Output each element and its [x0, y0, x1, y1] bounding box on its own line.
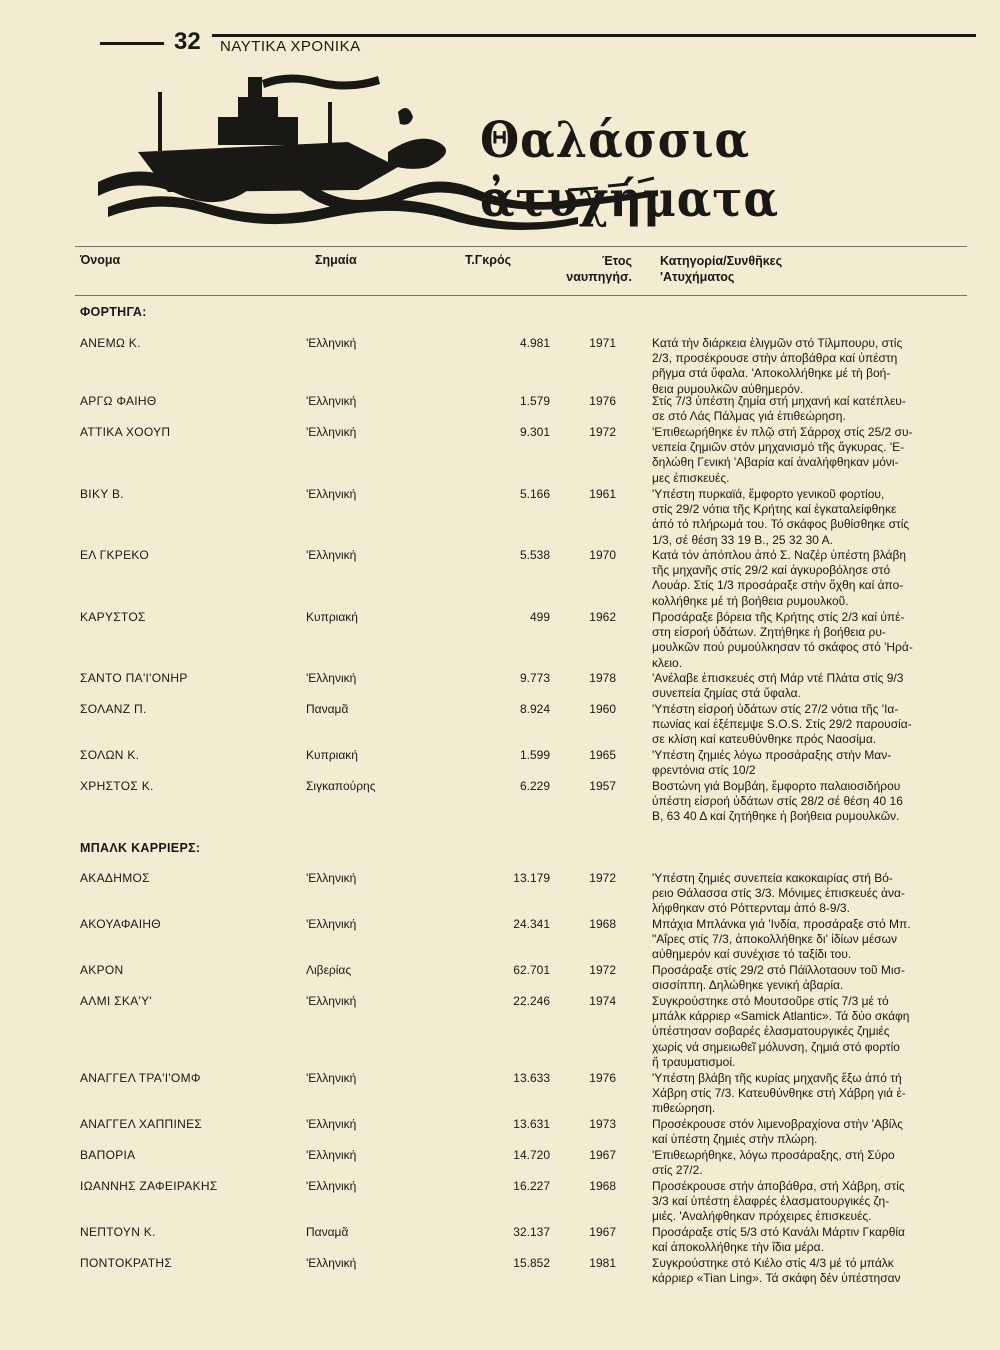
vessel-build-year: 1962: [589, 610, 616, 624]
vessel-name: ΑΚΑΔΗΜΟΣ: [80, 871, 150, 885]
vessel-flag: Κυπριακή: [306, 610, 358, 624]
vessel-name: ΣΑΝΤΟ ΠΑ'Ι'ΟΝΗΡ: [80, 671, 188, 685]
vessel-name: ΑΛΜΙ ΣΚΑ'Υ': [80, 994, 152, 1008]
vessel-build-year: 1978: [589, 671, 616, 685]
incident-description: Προσάραξε στίς 29/2 στό Πάϊλλοταουν τοῦ Μισ- σισσίππη. Δηλώθηκε γενική ἀβαρία.: [652, 963, 905, 993]
vessel-tonnage: 6.229: [519, 779, 550, 793]
vessel-tonnage: 22.246: [513, 994, 550, 1008]
header-rule-right: [212, 34, 976, 37]
running-header: [100, 28, 976, 56]
vessel-build-year: 1972: [589, 871, 616, 885]
vessel-name: ΝΕΠΤΟΥΝ Κ.: [80, 1225, 156, 1239]
header-rule-left: [100, 42, 164, 45]
vessel-name: ΚΑΡΥΣΤΟΣ: [80, 610, 146, 624]
vessel-tonnage: 9.773: [519, 671, 550, 685]
vessel-tonnage: 13.179: [513, 871, 550, 885]
vessel-name: ΠΟΝΤΟΚΡΑΤΗΣ: [80, 1256, 173, 1270]
incident-description: 'Υπέστη ζημιές συνεπεία κακοκαιρίας στή Βό- ρειο Θάλασσα στίς 3/3. Μόνιμες ἐπισκευές ἀνα- λήφθηκαν στό Ρόττερνταμ ἀπό 8-9/3.: [652, 871, 905, 916]
vessel-name: ΒΙΚΥ Β.: [80, 487, 124, 501]
vessel-tonnage: 4.981: [519, 336, 550, 350]
incident-description: 'Υπέστη ζημιές λόγω προσάραξης στὴν Μαν- φρεντόνια στίς 10/2: [652, 748, 892, 778]
incident-description: Μπάχια Μπλάνκα γιά 'Ινδία, προσάραξε στό Μπ. "Αΐρες στίς 7/3, ἀποκολλήθηκε δι' ἰδίων μέσων αὐθημερόν καί συνέχισε τό ταξίδι του.: [652, 917, 911, 962]
vessel-tonnage: 499: [529, 610, 550, 624]
vessel-name: ΑΝΑΓΓΕΛ ΤΡΑ'Ι'ΟΜΦ: [80, 1071, 201, 1085]
vessel-tonnage: 5.166: [519, 487, 550, 501]
incident-description: Προσέκρουσε στόν λιμενοβραχίονα στὴν 'Αβίλς καί ὑπέστη ζημιές στὴν πλώρη.: [652, 1117, 903, 1147]
vessel-flag: 'Ελληνική: [306, 671, 357, 685]
vessel-name: ΑΡΓΩ ΦΑΙΗΘ: [80, 394, 157, 408]
vessel-build-year: 1976: [589, 1071, 616, 1085]
vessel-tonnage: 32.137: [513, 1225, 550, 1239]
vessel-build-year: 1972: [589, 963, 616, 977]
table-header: [75, 246, 967, 296]
vessel-build-year: 1957: [589, 779, 616, 793]
vessel-build-year: 1967: [589, 1148, 616, 1162]
column-header-year: Έτος ναυπηγήσ.: [566, 254, 632, 284]
vessel-flag: 'Ελληνική: [306, 871, 357, 885]
vessel-tonnage: 8.924: [519, 702, 550, 716]
vessel-flag: 'Ελληνική: [306, 487, 357, 501]
incident-description: Προσάραξε βόρεια τῆς Κρήτης στίς 2/3 καί ὑπέ- στη εἰσροή ὑδάτων. Ζητήθηκε ἡ βοήθεια ρυ- μουλκῶν πού ρυμούλκησαν τό σκάφος στό 'Ηρά- κλειο.: [652, 610, 913, 670]
vessel-flag: Λιβερίας: [306, 963, 352, 977]
incident-description: 'Ανέλαβε ἐπισκευές στή Μάρ ντέ Πλάτα στίς 9/3 συνεπεία ζημίας στά ὕφαλα.: [652, 671, 904, 701]
vessel-name: ΒΑΠΟΡΙΑ: [80, 1148, 136, 1162]
vessel-tonnage: 13.631: [513, 1117, 550, 1131]
vessel-build-year: 1971: [589, 336, 616, 350]
vessel-flag: Κυπριακή: [306, 748, 358, 762]
vessel-build-year: 1967: [589, 1225, 616, 1239]
group-title: ΦΟΡΤΗΓΑ:: [80, 305, 147, 319]
vessel-tonnage: 16.227: [513, 1179, 550, 1193]
incident-description: Κατά τόν ἀπόπλου ἀπό Σ. Ναζέρ ὑπέστη βλάβη τῆς μηχανῆς στίς 29/2 καί ἀγκυροβόλησε στό Λουάρ. Στίς 1/3 προσάραξε στὴν ὄχθη καί ἀπο- κολλήθηκε μέ τή βοήθεια ρυμουλκοῦ.: [652, 548, 907, 608]
vessel-flag: 'Ελληνική: [306, 1256, 357, 1270]
incident-description: 'Υπέστη πυρκαϊά, ἔμφορτο γενικοῦ φορτίου, στίς 29/2 νότια τῆς Κρήτης καί ἐγκαταλείφθηκε ἀπό τό πλήρωμά του. Τό σκάφος βυθίσθηκε στίς 1/3, σέ θέση 33 19 Β., 25 32 30 Α.: [652, 487, 910, 547]
vessel-build-year: 1981: [589, 1256, 616, 1270]
vessel-flag: 'Ελληνική: [306, 548, 357, 562]
section-title: Θαλάσσια ἀτυχήματα: [480, 110, 780, 228]
incident-description: 'Υπέστη βλάβη τῆς κυρίας μηχανῆς ἔξω ἀπό τή Χάβρη στίς 7/3. Κατευθύνθηκε στή Χάβρη γιά ἐ- πιθεώρηση.: [652, 1071, 906, 1116]
vessel-flag: 'Ελληνική: [306, 917, 357, 931]
incident-description: 'Επιθεωρήθηκε, λόγω προσάραξης, στή Σύρο στίς 27/2.: [652, 1148, 895, 1178]
vessel-build-year: 1974: [589, 994, 616, 1008]
vessel-name: ΑΝΕΜΩ Κ.: [80, 336, 141, 350]
vessel-tonnage: 62.701: [513, 963, 550, 977]
incident-description: 'Επιθεωρήθηκε ἐν πλῷ στή Σάρροχ στίς 25/2 συ- νεπεία ζημιῶν στόν μηχανισμό τῆς ἄγκυρας. 'Ε- δηλώθη Γενική 'Αβαρία καί ἀναλήφθηκαν μόνι- μες ἐπισκευές.: [652, 425, 913, 485]
vessel-flag: 'Ελληνική: [306, 1071, 357, 1085]
vessel-flag: 'Ελληνική: [306, 394, 357, 408]
vessel-flag: Σιγκαπούρης: [306, 779, 376, 793]
vessel-name: ΑΝΑΓΓΕΛ ΧΑΠΠΙΝΕΣ: [80, 1117, 203, 1131]
vessel-name: ΣΟΛΩΝ Κ.: [80, 748, 140, 762]
incident-description: Συγκρούστηκε στό Μουτσοῦρε στίς 7/3 μέ τό μπάλκ κάρριερ «Samick Atlantic». Τά δύο σκάφη ὑπέστησαν σοβαρές ἐλασματουργικές ζημιές χωρίς νά σημειωθεῖ μόλυνση, ζημιά στό φορτίο ἤ τραυματισμοί.: [652, 994, 910, 1069]
vessel-build-year: 1961: [589, 487, 616, 501]
vessel-build-year: 1972: [589, 425, 616, 439]
incident-description: Στίς 7/3 ὑπέστη ζημία στή μηχανή καί κατέπλευ- σε στό Λάς Πάλμας γιά ἐπιθεώρηση.: [652, 394, 906, 424]
vessel-name: ΣΟΛΑΝΖ Π.: [80, 702, 147, 716]
vessel-tonnage: 5.538: [519, 548, 550, 562]
vessel-flag: 'Ελληνική: [306, 1117, 357, 1131]
vessel-name: ΧΡΗΣΤΟΣ Κ.: [80, 779, 154, 793]
vessel-tonnage: 1.599: [519, 748, 550, 762]
vessel-name: ΑΤΤΙΚΑ ΧΟΟΥΠ: [80, 425, 171, 439]
incident-description: Βοστώνη γιά Βομβάη, ἔμφορτο παλαιοσιδήρου ὑπέστη εἰσροή ὑδάτων στίς 28/2 σέ θέση 40 16 Β, 63 40 Δ καί ζητήθηκε ἡ βοήθεια ρυμουλκῶν.: [652, 779, 903, 824]
vessel-build-year: 1968: [589, 917, 616, 931]
vessel-name: ΑΚΡΟΝ: [80, 963, 124, 977]
column-header-flag: Σημαία: [315, 253, 357, 267]
vessel-build-year: 1973: [589, 1117, 616, 1131]
vessel-flag: 'Ελληνική: [306, 425, 357, 439]
vessel-flag: 'Ελληνική: [306, 336, 357, 350]
vessel-name: ΑΚΟΥΑΦΑΙΗΘ: [80, 917, 161, 931]
vessel-flag: Παναμᾶ: [306, 702, 349, 716]
vessel-flag: 'Ελληνική: [306, 1179, 357, 1193]
page-number: 32: [174, 28, 201, 55]
magazine-title: ΝΑΥΤΙΚΑ ΧΡΟΝΙΚΑ: [220, 38, 361, 55]
column-header-name: Όνομα: [80, 253, 121, 267]
vessel-tonnage: 14.720: [513, 1148, 550, 1162]
column-header-category: Κατηγορία/Συνθῆκες 'Ατυχήματος: [660, 254, 783, 284]
vessel-build-year: 1970: [589, 548, 616, 562]
vessel-flag: 'Ελληνική: [306, 994, 357, 1008]
incident-description: Συγκρούστηκε στό Κιέλο στίς 4/3 μέ τό μπάλκ κάρριερ «Tian Ling». Τά σκάφη δέν ὑπέστησαν: [652, 1256, 901, 1286]
vessel-name: ΕΛ ΓΚΡΕΚΟ: [80, 548, 149, 562]
group-title: ΜΠΑΛΚ ΚΑΡΡΙΕΡΣ:: [80, 841, 201, 855]
column-header-tonnage: Τ.Γκρός: [465, 253, 512, 267]
vessel-flag: 'Ελληνική: [306, 1148, 357, 1162]
vessel-flag: Παναμᾶ: [306, 1225, 349, 1239]
incident-description: 'Υπέστη εἰσροή ὑδάτων στίς 27/2 νότια τῆς 'Ια- πωνίας καί ἐξέπεμψε S.O.S. Στίς 29/2 παρουσία- σε κλίση καί κατευθύνθηκε πρός Ναοσίμα.: [652, 702, 912, 747]
vessel-tonnage: 13.633: [513, 1071, 550, 1085]
vessel-build-year: 1968: [589, 1179, 616, 1193]
vessel-tonnage: 24.341: [513, 917, 550, 931]
vessel-build-year: 1976: [589, 394, 616, 408]
incident-description: Κατά τὴν διάρκεια ἐλιγμῶν στό Τίλμπουρυ, στίς 2/3, προσέκρουσε στὴν ἀποβάθρα καί ὑπέστη ρῆγμα στά ὕφαλα. 'Αποκολλήθηκε μέ τὴ βοή- θεια ρυμουλκῶν αὐθημερόν.: [652, 336, 903, 396]
vessel-tonnage: 1.579: [519, 394, 550, 408]
vessel-tonnage: 9.301: [519, 425, 550, 439]
incident-description: Προσάραξε στίς 5/3 στό Κανάλι Μάρτιν Γκαρθία καί ἀποκολλήθηκε τὴν ἴδια μέρα.: [652, 1225, 905, 1255]
vessel-tonnage: 15.852: [513, 1256, 550, 1270]
vessel-build-year: 1960: [589, 702, 616, 716]
vessel-build-year: 1965: [589, 748, 616, 762]
incident-description: Προσέκρουσε στήν ἀποβάθρα, στή Χάβρη, στίς 3/3 καί ὑπέστη ἐλαφρές ἐλασματουργικές ζη- μιές. 'Αναλήφθηκαν πρόχειρες ἐπισκευές.: [652, 1179, 905, 1224]
vessel-name: ΙΩΑΝΝΗΣ ΖΑΦΕΙΡΑΚΗΣ: [80, 1179, 218, 1193]
